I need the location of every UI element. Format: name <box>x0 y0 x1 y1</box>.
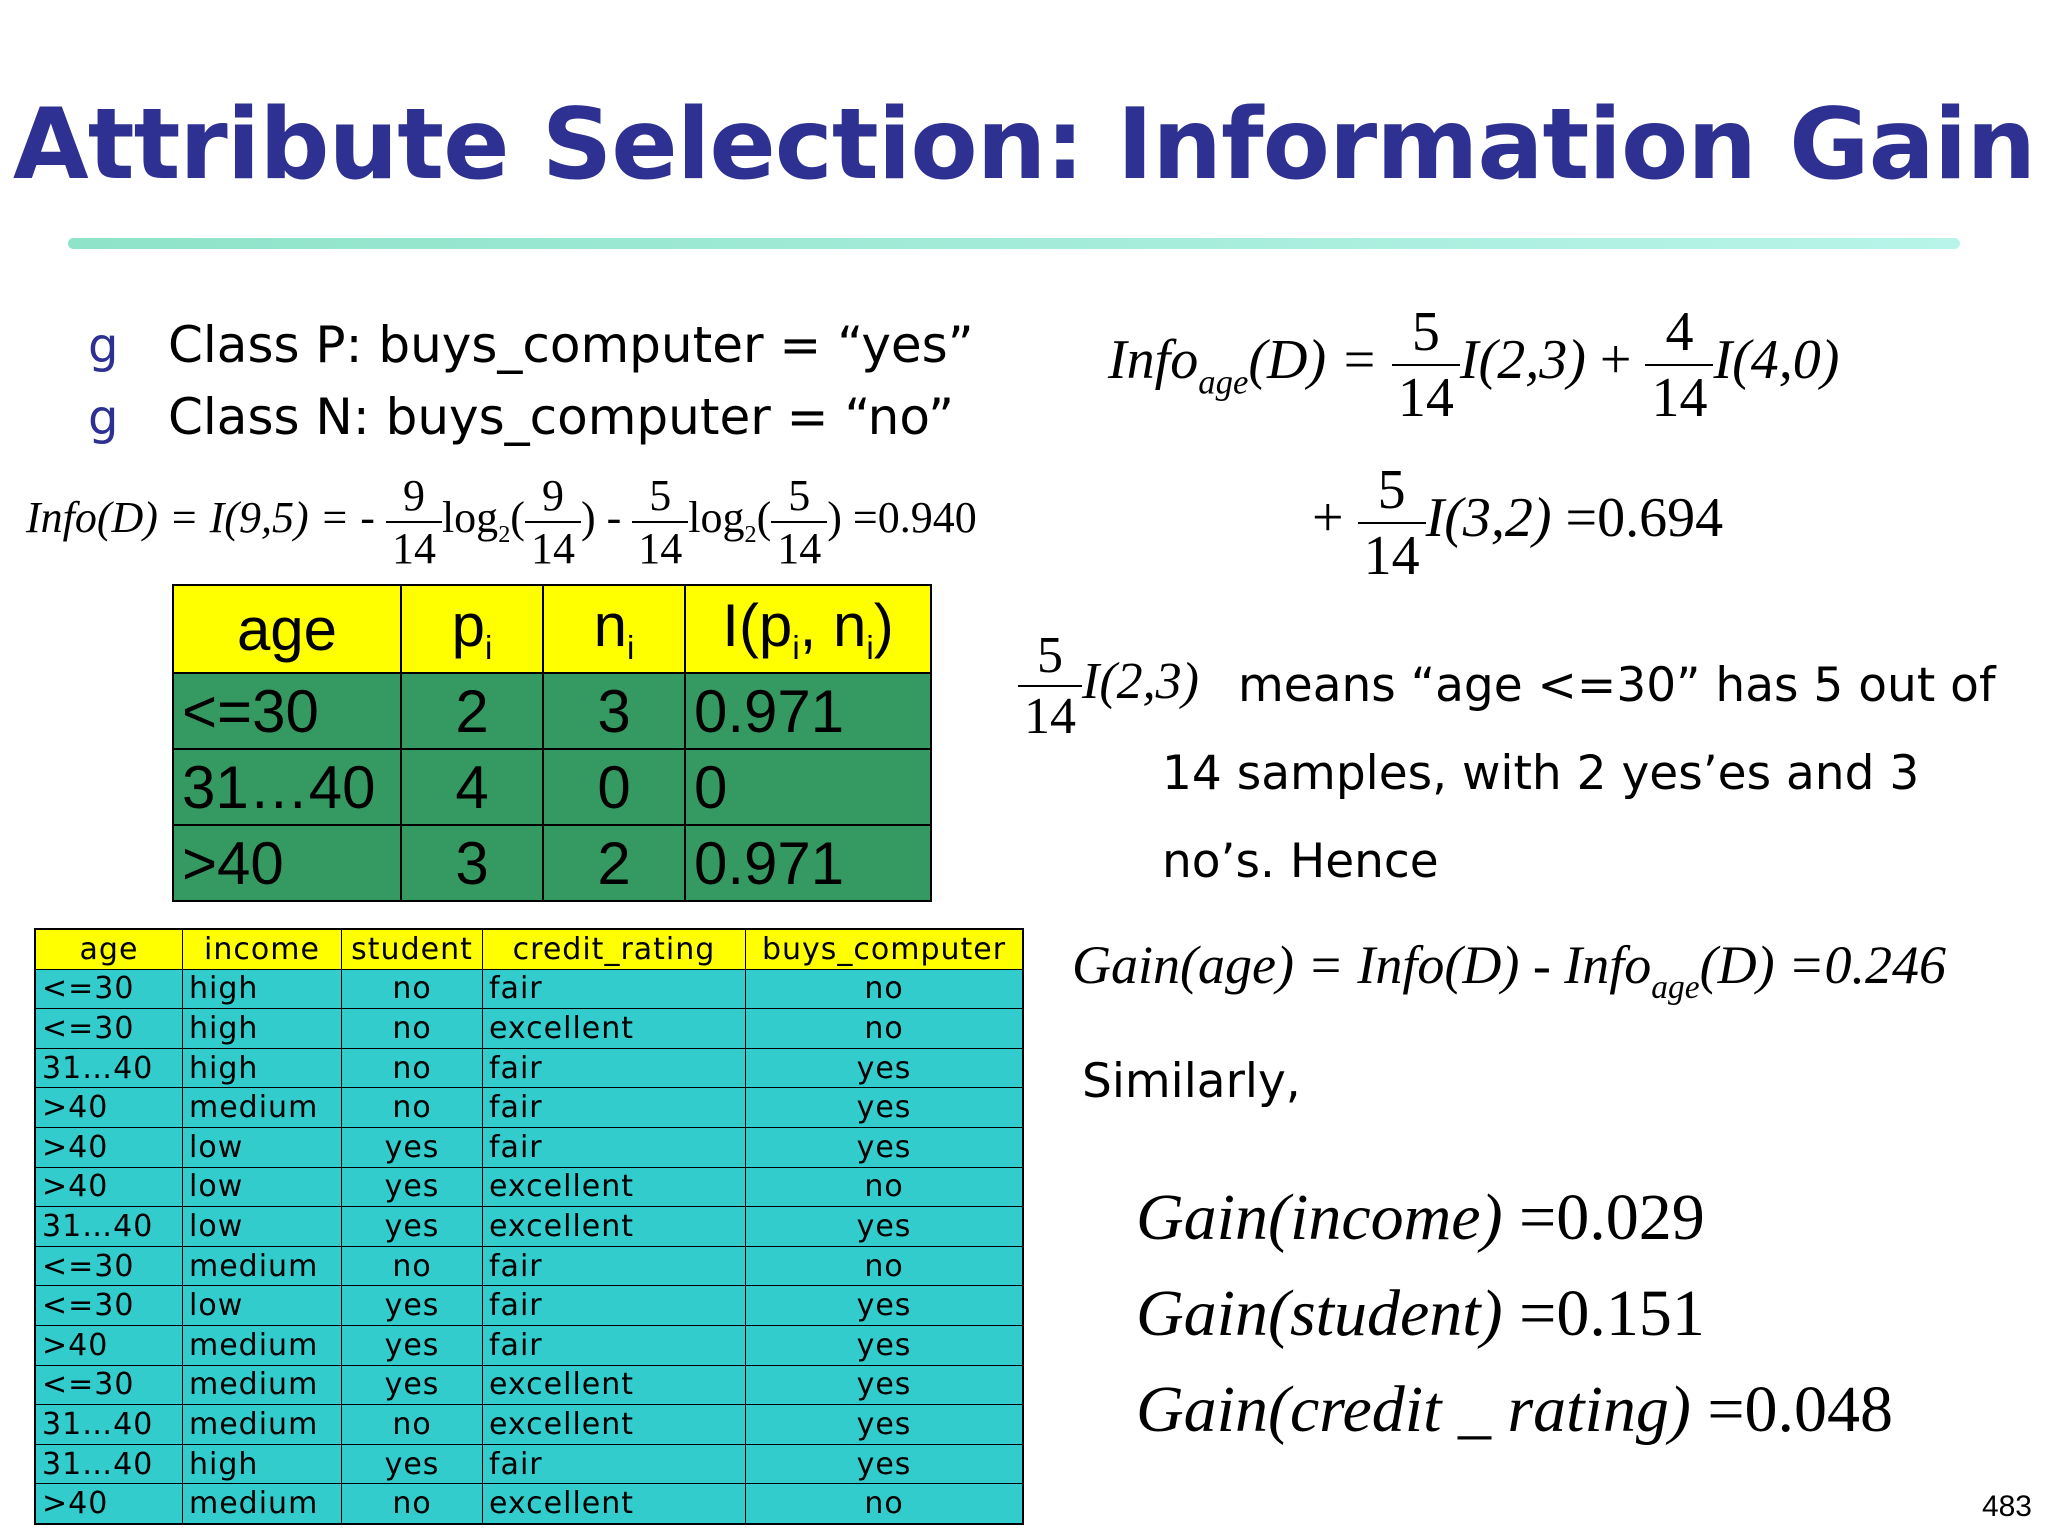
cell-credit-rating: fair <box>483 1048 746 1088</box>
cell-student: yes <box>342 1325 483 1365</box>
info-d-result: =0.940 <box>852 493 977 543</box>
gain-student <box>1136 1276 1705 1352</box>
cell-credit-rating: excellent <box>483 1167 746 1207</box>
numerator: 5 <box>1037 627 1063 684</box>
header-p <box>401 585 543 673</box>
gain-expr: Gain(credit _ rating) <box>1136 1373 1691 1446</box>
cell-student: yes <box>342 1207 483 1247</box>
fraction <box>525 470 581 574</box>
cell-income: medium <box>183 1246 342 1286</box>
denominator: 14 <box>1392 364 1460 430</box>
header-label: age <box>236 595 338 663</box>
cell-income: medium <box>183 1365 342 1405</box>
age-summary-table <box>172 584 932 902</box>
title-underline <box>68 238 1960 249</box>
fraction <box>386 470 442 574</box>
cell-buys-computer: yes <box>746 1127 1024 1167</box>
info-age-result: =0.694 <box>1565 486 1724 549</box>
cell-age: >40 <box>173 825 401 901</box>
table-row <box>35 1088 1023 1128</box>
numerator: 9 <box>402 471 425 520</box>
cell-age: 31…40 <box>35 1207 183 1247</box>
bullet-text: Class N: buys_computer = “no” <box>168 388 955 446</box>
bullet-class-n <box>88 388 954 446</box>
log-label: log <box>688 493 745 543</box>
table-row <box>35 1246 1023 1286</box>
cell-age: >40 <box>35 1484 183 1524</box>
cell-student: no <box>342 1405 483 1445</box>
cell-student: yes <box>342 1127 483 1167</box>
gain-age-formula <box>1072 934 1946 1007</box>
table-row <box>173 825 931 901</box>
info-d-lhs: Info(D) = I(9,5) = - <box>26 493 375 543</box>
log-base: 2 <box>744 520 757 548</box>
header-subscript: i <box>792 629 800 667</box>
cell-i: 0.971 <box>685 673 931 749</box>
cell-credit-rating: excellent <box>483 1484 746 1524</box>
fraction <box>1645 300 1713 430</box>
denominator: 14 <box>1018 685 1082 746</box>
table-row <box>35 1009 1023 1049</box>
cell-student: no <box>342 1484 483 1524</box>
log-label: log <box>441 493 499 543</box>
entropy-term: I(2,3) <box>1082 652 1199 710</box>
fraction <box>1392 300 1460 430</box>
cell-income: medium <box>183 1405 342 1445</box>
numerator: 5 <box>649 471 672 520</box>
info-age-subscript: age <box>1198 362 1249 402</box>
header-age: age <box>35 929 183 969</box>
table-row <box>35 969 1023 1009</box>
cell-income: low <box>183 1207 342 1247</box>
fraction <box>771 470 827 574</box>
header-buys-computer: buys_computer <box>746 929 1024 969</box>
cell-age: >40 <box>35 1088 183 1128</box>
cell-student: yes <box>342 1365 483 1405</box>
table-row <box>35 1167 1023 1207</box>
gain-value: =0.048 <box>1707 1373 1894 1446</box>
cell-student: yes <box>342 1444 483 1484</box>
cell-buys-computer: yes <box>746 1325 1024 1365</box>
fraction <box>1358 458 1426 588</box>
cell-student: no <box>342 969 483 1009</box>
cell-student: no <box>342 1048 483 1088</box>
denominator: 14 <box>525 521 581 574</box>
table-row <box>35 1207 1023 1247</box>
cell-student: no <box>342 1088 483 1128</box>
table-row <box>35 1484 1023 1524</box>
info-d-formula: Info(D) = I(9,5) = - $\frac{9}{14}$ $\log_2$( $\frac{9}{14}$ ) - $\frac{5}{14}$ $\log_2$( $\frac{5}{14}$ ) =0.940 <box>26 471 977 573</box>
header-age <box>173 585 401 673</box>
denominator: 14 <box>1645 364 1713 430</box>
data-table-body <box>35 969 1023 1524</box>
table-header-row <box>173 585 931 673</box>
cell-credit-rating: excellent <box>483 1009 746 1049</box>
cell-income: medium <box>183 1088 342 1128</box>
table-row <box>35 1127 1023 1167</box>
cell-buys-computer: no <box>746 1167 1024 1207</box>
similarly-label: Similarly, <box>1082 1054 1301 1109</box>
cell-i: 0 <box>685 749 931 825</box>
cell-buys-computer: no <box>746 1246 1024 1286</box>
gain-value: =0.151 <box>1519 1277 1705 1350</box>
cell-age: >40 <box>35 1127 183 1167</box>
cell-student: no <box>342 1246 483 1286</box>
cell-p: 2 <box>401 673 543 749</box>
cell-buys-computer: no <box>746 1009 1024 1049</box>
cell-buys-computer: yes <box>746 1048 1024 1088</box>
cell-age: <=30 <box>35 1009 183 1049</box>
gain-credit-rating <box>1136 1372 1893 1448</box>
cell-credit-rating: excellent <box>483 1207 746 1247</box>
table-row <box>35 1286 1023 1326</box>
header-credit-rating: credit_rating <box>483 929 746 969</box>
cell-income: high <box>183 1444 342 1484</box>
cell-n: 2 <box>543 825 685 901</box>
header-i: $I(p_i$, $n_i$) <box>685 585 931 673</box>
table-row <box>35 1048 1023 1088</box>
fraction <box>1018 626 1082 746</box>
cell-n: 3 <box>543 673 685 749</box>
cell-buys-computer: no <box>746 969 1024 1009</box>
cell-student: yes <box>342 1167 483 1207</box>
cell-student: no <box>342 1009 483 1049</box>
cell-age: 31…40 <box>35 1048 183 1088</box>
explanation-term <box>1018 626 1199 746</box>
cell-age: 31…40 <box>173 749 401 825</box>
table-row <box>35 1325 1023 1365</box>
cell-n: 0 <box>543 749 685 825</box>
numerator: 5 <box>788 471 811 520</box>
header-student: student <box>342 929 483 969</box>
cell-p: 4 <box>401 749 543 825</box>
table-row <box>173 749 931 825</box>
bullet-marker: g <box>88 318 119 374</box>
bullet-class-p <box>88 316 974 374</box>
cell-buys-computer: yes <box>746 1365 1024 1405</box>
header-subscript: i <box>485 629 493 667</box>
gain-expr: Gain(student) <box>1136 1277 1503 1350</box>
table-row <box>35 1444 1023 1484</box>
cell-age: 31…40 <box>35 1444 183 1484</box>
entropy-term: I(3,2) <box>1425 486 1552 549</box>
fraction <box>632 470 688 574</box>
cell-credit-rating: fair <box>483 1246 746 1286</box>
cell-credit-rating: fair <box>483 1444 746 1484</box>
cell-income: low <box>183 1286 342 1326</box>
gain-value: =0.029 <box>1519 1181 1705 1254</box>
entropy-term: I(4,0) <box>1713 328 1840 391</box>
cell-income: high <box>183 1048 342 1088</box>
numerator: 4 <box>1665 301 1694 363</box>
minus-sign: - <box>606 493 622 543</box>
cell-credit-rating: fair <box>483 1286 746 1326</box>
cell-buys-computer: no <box>746 1484 1024 1524</box>
cell-income: high <box>183 969 342 1009</box>
explanation-line-3: no’s. Hence <box>1162 834 1439 889</box>
cell-income: high <box>183 1009 342 1049</box>
numerator: 5 <box>1411 301 1440 363</box>
cell-credit-rating: fair <box>483 1127 746 1167</box>
cell-i: 0.971 <box>685 825 931 901</box>
denominator: 14 <box>632 521 688 574</box>
cell-income: medium <box>183 1325 342 1365</box>
cell-buys-computer: yes <box>746 1444 1024 1484</box>
denominator: 14 <box>771 521 827 574</box>
cell-age: 31…40 <box>35 1405 183 1445</box>
header-subscript: i <box>627 629 635 667</box>
bullet-text: Class P: buys_computer = “yes” <box>168 316 974 374</box>
cell-age: >40 <box>35 1167 183 1207</box>
table-row <box>35 1405 1023 1445</box>
explanation-line-2: 14 samples, with 2 yes’es and 3 <box>1162 746 1920 801</box>
table-row <box>35 1365 1023 1405</box>
gain-age-subscript: age <box>1651 969 1700 1007</box>
slide-title: Attribute Selection: Information Gain <box>12 88 2036 202</box>
info-age-arg: (D) = <box>1248 328 1378 391</box>
page-number: 483 <box>1981 1490 2032 1523</box>
numerator: 5 <box>1377 459 1406 521</box>
info-age-formula <box>1108 300 1839 430</box>
numerator: 9 <box>541 471 564 520</box>
header-label: n <box>593 591 628 659</box>
cell-age: <=30 <box>35 1246 183 1286</box>
cell-buys-computer: yes <box>746 1207 1024 1247</box>
cell-credit-rating: excellent <box>483 1365 746 1405</box>
cell-credit-rating: fair <box>483 1088 746 1128</box>
gain-age-result: (D) =0.246 <box>1699 935 1947 995</box>
denominator: 14 <box>386 521 442 574</box>
cell-buys-computer: yes <box>746 1088 1024 1128</box>
header-subscript: i <box>866 629 874 667</box>
gain-income <box>1136 1180 1705 1256</box>
plus-sign: + <box>1599 328 1632 391</box>
plus-sign: + <box>1312 486 1344 549</box>
gain-age-expr: Gain(age) = Info(D) - Info <box>1072 935 1652 995</box>
explanation-line-1: means “age <=30” has 5 out of <box>1238 658 1996 713</box>
cell-buys-computer: yes <box>746 1286 1024 1326</box>
cell-income: low <box>183 1167 342 1207</box>
log-base: 2 <box>498 520 511 548</box>
info-age-lhs: Info <box>1108 328 1199 391</box>
cell-credit-rating: fair <box>483 969 746 1009</box>
cell-buys-computer: yes <box>746 1405 1024 1445</box>
info-age-formula-line2 <box>1312 458 1723 588</box>
training-data-table <box>34 928 1024 1525</box>
header-income: income <box>183 929 342 969</box>
header-label: p <box>451 591 486 659</box>
cell-credit-rating: excellent <box>483 1405 746 1445</box>
cell-age: <=30 <box>173 673 401 749</box>
cell-income: low <box>183 1127 342 1167</box>
cell-income: medium <box>183 1484 342 1524</box>
table-header-row <box>35 929 1023 969</box>
gain-expr: Gain(income) <box>1136 1181 1503 1254</box>
cell-age: <=30 <box>35 969 183 1009</box>
table-row <box>173 673 931 749</box>
denominator: 14 <box>1358 522 1426 588</box>
bullet-marker: g <box>88 390 119 446</box>
cell-age: <=30 <box>35 1365 183 1405</box>
entropy-term: I(2,3) <box>1459 328 1586 391</box>
cell-credit-rating: fair <box>483 1325 746 1365</box>
cell-age: >40 <box>35 1325 183 1365</box>
cell-student: yes <box>342 1286 483 1326</box>
header-n <box>543 585 685 673</box>
cell-p: 3 <box>401 825 543 901</box>
cell-age: <=30 <box>35 1286 183 1326</box>
